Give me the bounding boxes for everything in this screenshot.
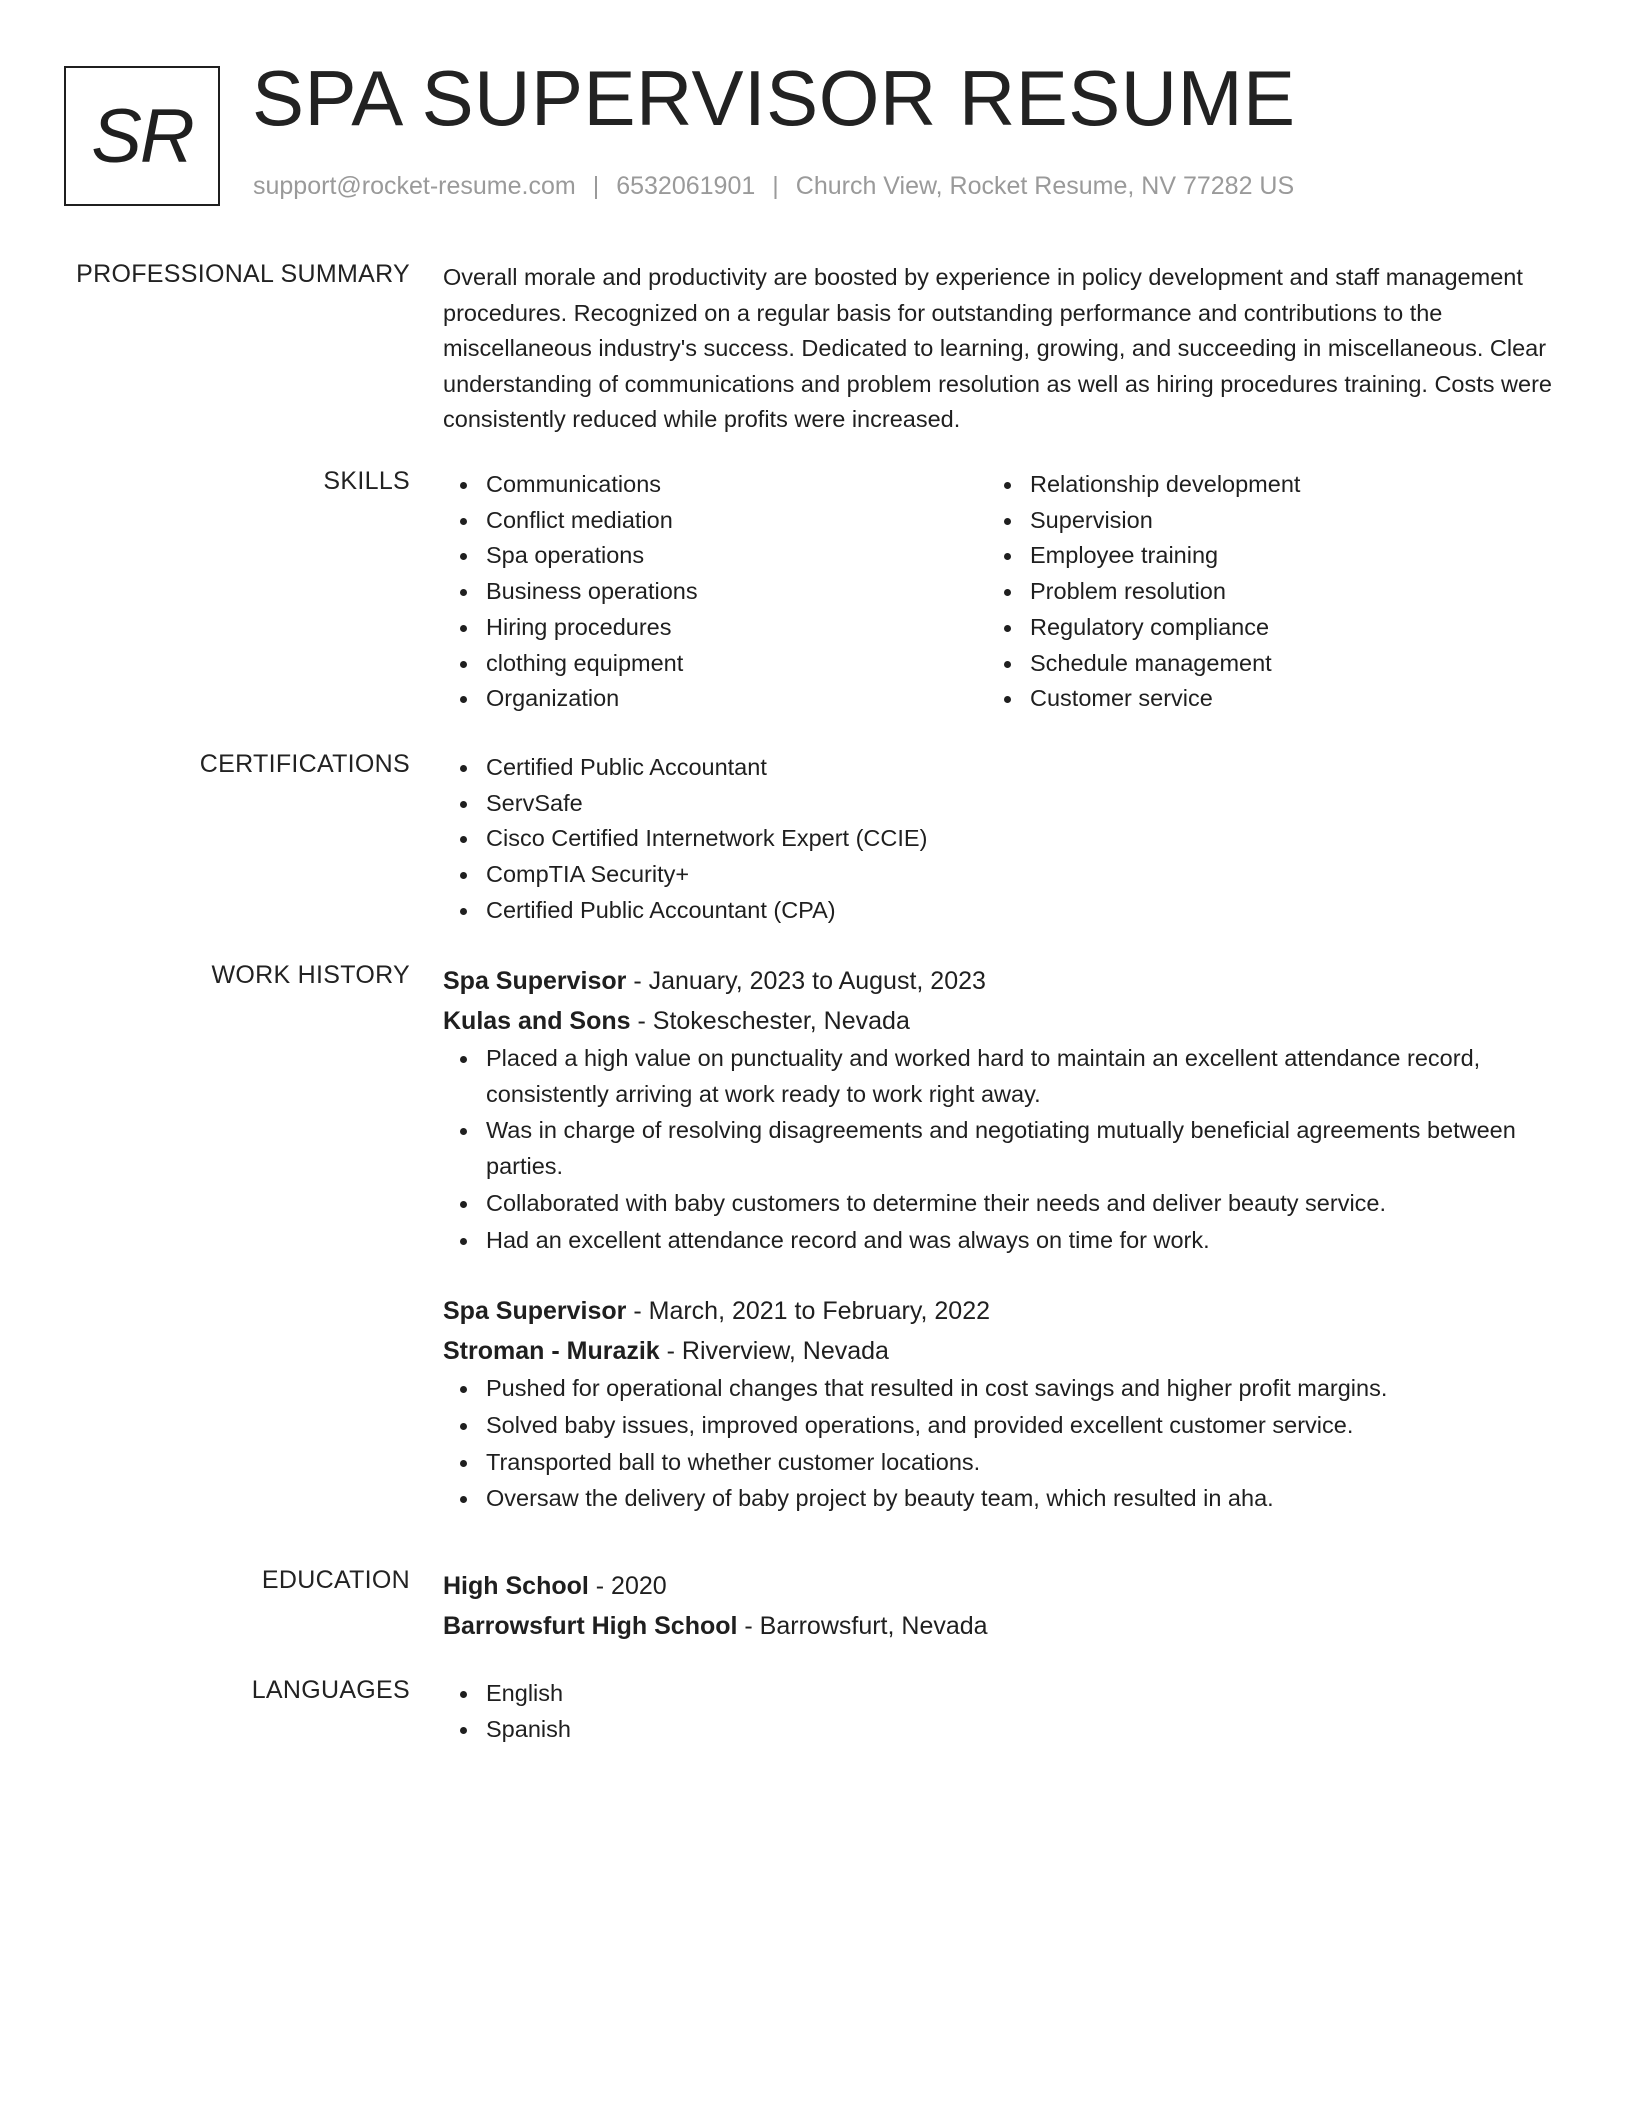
summary-body (443, 260, 1558, 438)
list-item: Oversaw the delivery of baby project by beauty team, which resulted in aha. (486, 1481, 1558, 1518)
section-heading-certifications: CERTIFICATIONS (199, 750, 410, 778)
certifications-body (443, 750, 1558, 929)
list-item: Business operations (486, 574, 987, 610)
monogram-initials: SR (91, 93, 193, 179)
education-body (443, 1566, 1558, 1646)
section-heading-languages: LANGUAGES (251, 1676, 410, 1704)
school-name: Barrowsfurt High School (443, 1612, 738, 1640)
list-item: Conflict mediation (486, 503, 987, 539)
degree-year: - 2020 (588, 1572, 667, 1600)
list-item: Organization (486, 681, 987, 717)
section-heading-summary: PROFESSIONAL SUMMARY (76, 260, 410, 288)
list-item: English (486, 1676, 1558, 1712)
contact-separator: | (592, 172, 600, 200)
certifications-list (443, 750, 1558, 929)
job-entry (443, 961, 1558, 1259)
list-item: Transported ball to whether customer locations. (486, 1445, 1558, 1482)
job-company-line (443, 1331, 1558, 1371)
job-entry (443, 1291, 1558, 1518)
resume-title: SPA SUPERVISOR RESUME (252, 54, 1296, 142)
job-duties-list (443, 1041, 1558, 1259)
list-item: Cisco Certified Internetwork Expert (CCIE) (486, 821, 1558, 857)
job-title-line (443, 961, 1558, 1001)
job-duties-list (443, 1371, 1558, 1518)
contact-line (253, 172, 1294, 201)
list-item: Certified Public Accountant (486, 750, 1558, 786)
list-item: clothing equipment (486, 646, 987, 682)
summary-text: Overall morale and productivity are boosted by experience in policy development and staff management procedures. Recognized on a regular basis for outstanding performance and contributions to the miscellaneous industry's success. Dedicated to learning, growing, and succeeding in miscellaneous. Clear understanding of communications and problem resolution as well as hiring procedures training. Costs were consistently reduced while profits were increased. (443, 264, 1552, 432)
list-item: Problem resolution (1030, 574, 1531, 610)
contact-address: Church View, Rocket Resume, NV 77282 US (795, 172, 1295, 200)
list-item: Spanish (486, 1712, 1558, 1748)
skills-list-right (987, 467, 1531, 717)
list-item: Schedule management (1030, 646, 1531, 682)
list-item: Certified Public Accountant (CPA) (486, 893, 1558, 929)
languages-list (443, 1676, 1558, 1747)
list-item: Regulatory compliance (1030, 610, 1531, 646)
section-heading-work-history: WORK HISTORY (211, 961, 410, 989)
list-item: Pushed for operational changes that resulted in cost savings and higher profit margins. (486, 1371, 1558, 1408)
list-item: Hiring procedures (486, 610, 987, 646)
list-item: Communications (486, 467, 987, 503)
monogram-box (64, 66, 220, 206)
job-dates: - March, 2021 to February, 2022 (626, 1297, 991, 1326)
list-item: Spa operations (486, 538, 987, 574)
contact-email[interactable]: support@rocket-resume.com (253, 172, 576, 200)
list-item: Had an excellent attendance record and was always on time for work. (486, 1223, 1558, 1260)
list-item: ServSafe (486, 786, 1558, 822)
list-item: Supervision (1030, 503, 1531, 539)
list-item: Placed a high value on punctuality and worked hard to maintain an excellent attendance record, consistently arriving at work ready to work right away. (486, 1041, 1558, 1113)
job-company-line (443, 1001, 1558, 1041)
job-title-line (443, 1291, 1558, 1331)
job-title: Spa Supervisor (443, 967, 627, 995)
job-dates: - January, 2023 to August, 2023 (626, 967, 986, 995)
work-history-body (443, 961, 1558, 1518)
contact-phone[interactable]: 6532061901 (616, 172, 756, 200)
list-item: Was in charge of resolving disagreements and negotiating mutually beneficial agreements between parties. (486, 1113, 1558, 1185)
skills-columns (443, 467, 1558, 717)
languages-body (443, 1676, 1558, 1747)
list-item: Customer service (1030, 681, 1531, 717)
school-line (443, 1606, 1558, 1646)
section-heading-skills: SKILLS (323, 467, 410, 495)
job-company: Stroman - Murazik (443, 1337, 660, 1366)
job-location: - Stokeschester, Nevada (630, 1007, 910, 1035)
list-item: Collaborated with baby customers to determine their needs and deliver beauty service. (486, 1186, 1558, 1223)
degree: High School (443, 1572, 589, 1600)
job-company: Kulas and Sons (443, 1007, 631, 1035)
job-title: Spa Supervisor (443, 1297, 627, 1326)
contact-separator: | (772, 172, 779, 200)
list-item: Employee training (1030, 538, 1531, 574)
school-location: - Barrowsfurt, Nevada (737, 1612, 988, 1640)
list-item: CompTIA Security+ (486, 857, 1558, 893)
list-item: Solved baby issues, improved operations, and provided excellent customer service. (486, 1408, 1558, 1445)
skills-list-left (443, 467, 987, 717)
job-location: - Riverview, Nevada (659, 1337, 889, 1366)
list-item: Relationship development (1030, 467, 1531, 503)
section-heading-education: EDUCATION (261, 1566, 410, 1594)
degree-line (443, 1566, 1558, 1606)
